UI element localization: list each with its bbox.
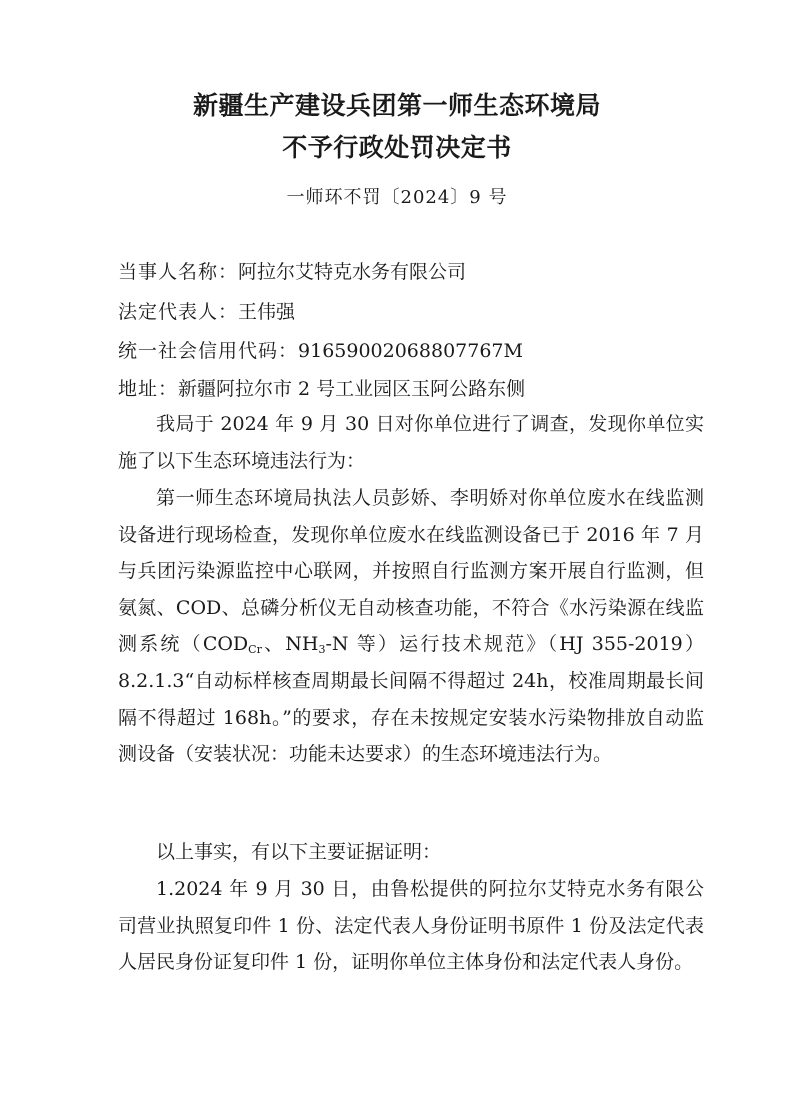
paragraph-investigation: 我局于 2024 年 9 月 30 日对你单位进行了调查，发现你单位实施了以下生态环境违法行为： [118, 413, 704, 472]
paragraph-evidence-intro: 以上事实，有以下主要证据证明： [156, 841, 442, 863]
paragraph-evidence-item-1: 1.2024 年 9 月 30 日，由鲁松提供的阿拉尔艾特克水务有限公司营业执照复印件 1 份、法定代表人身份证明书原件 1 份及法定代表人居民身份证复印件 1 份，证明你单位主体身份和法定代表人身份。 [118, 878, 704, 974]
paragraph-violation-facts [118, 480, 704, 773]
document-title-line2: 不予行政处罚决定书 [282, 133, 512, 162]
legal-representative-label: 法定代表人： [118, 301, 239, 323]
credit-code-field [118, 336, 523, 363]
document-number: 一师环不罚〔2024〕9 号 [286, 187, 508, 208]
violation-text-part3: -N 等）运行技术规范》（HJ 355-2019）8.2.1.3“自动标样核查周期最长间隔不得超过 24h，校准周期最长间隔不得超过 168h。”的要求，存在未按规定安装水污染物排放自动监测设备（安装状况：功能未达要求）的生态环境违法行为。 [118, 633, 704, 766]
document-title-line1: 新疆生产建设兵团第一师生态环境局 [192, 91, 601, 120]
cod-cr-subscript: Cr [248, 643, 262, 657]
legal-representative-value: 王伟强 [238, 301, 296, 323]
violation-text-part1: 第一师生态环境局执法人员彭娇、李明娇对你单位废水在线监测设备进行现场检查，发现你单位废水在线监测设备已于 2016 年 7 月与兵团污染源监控中心联网，并按照自行监测方案开展自行监测，但氨氮、COD、总磷分析仪无自动核查功能，不符合《水污染源在线监测系统（COD [118, 487, 704, 656]
address-label: 地址： [118, 378, 179, 400]
credit-code-label: 统一社会信用代码： [118, 340, 299, 362]
nh3-subscript: 3 [318, 643, 326, 657]
violation-text-part2: 、NH [261, 633, 319, 656]
address-field [118, 374, 525, 401]
party-name-label: 当事人名称： [118, 261, 239, 283]
credit-code-value: 91659002068807767M [298, 340, 523, 362]
party-name-value: 阿拉尔艾特克水务有限公司 [238, 261, 467, 283]
legal-representative-field [118, 297, 295, 324]
address-value: 新疆阿拉尔市 2 号工业园区玉阿公路东侧 [178, 378, 526, 400]
party-name-field [118, 257, 466, 284]
